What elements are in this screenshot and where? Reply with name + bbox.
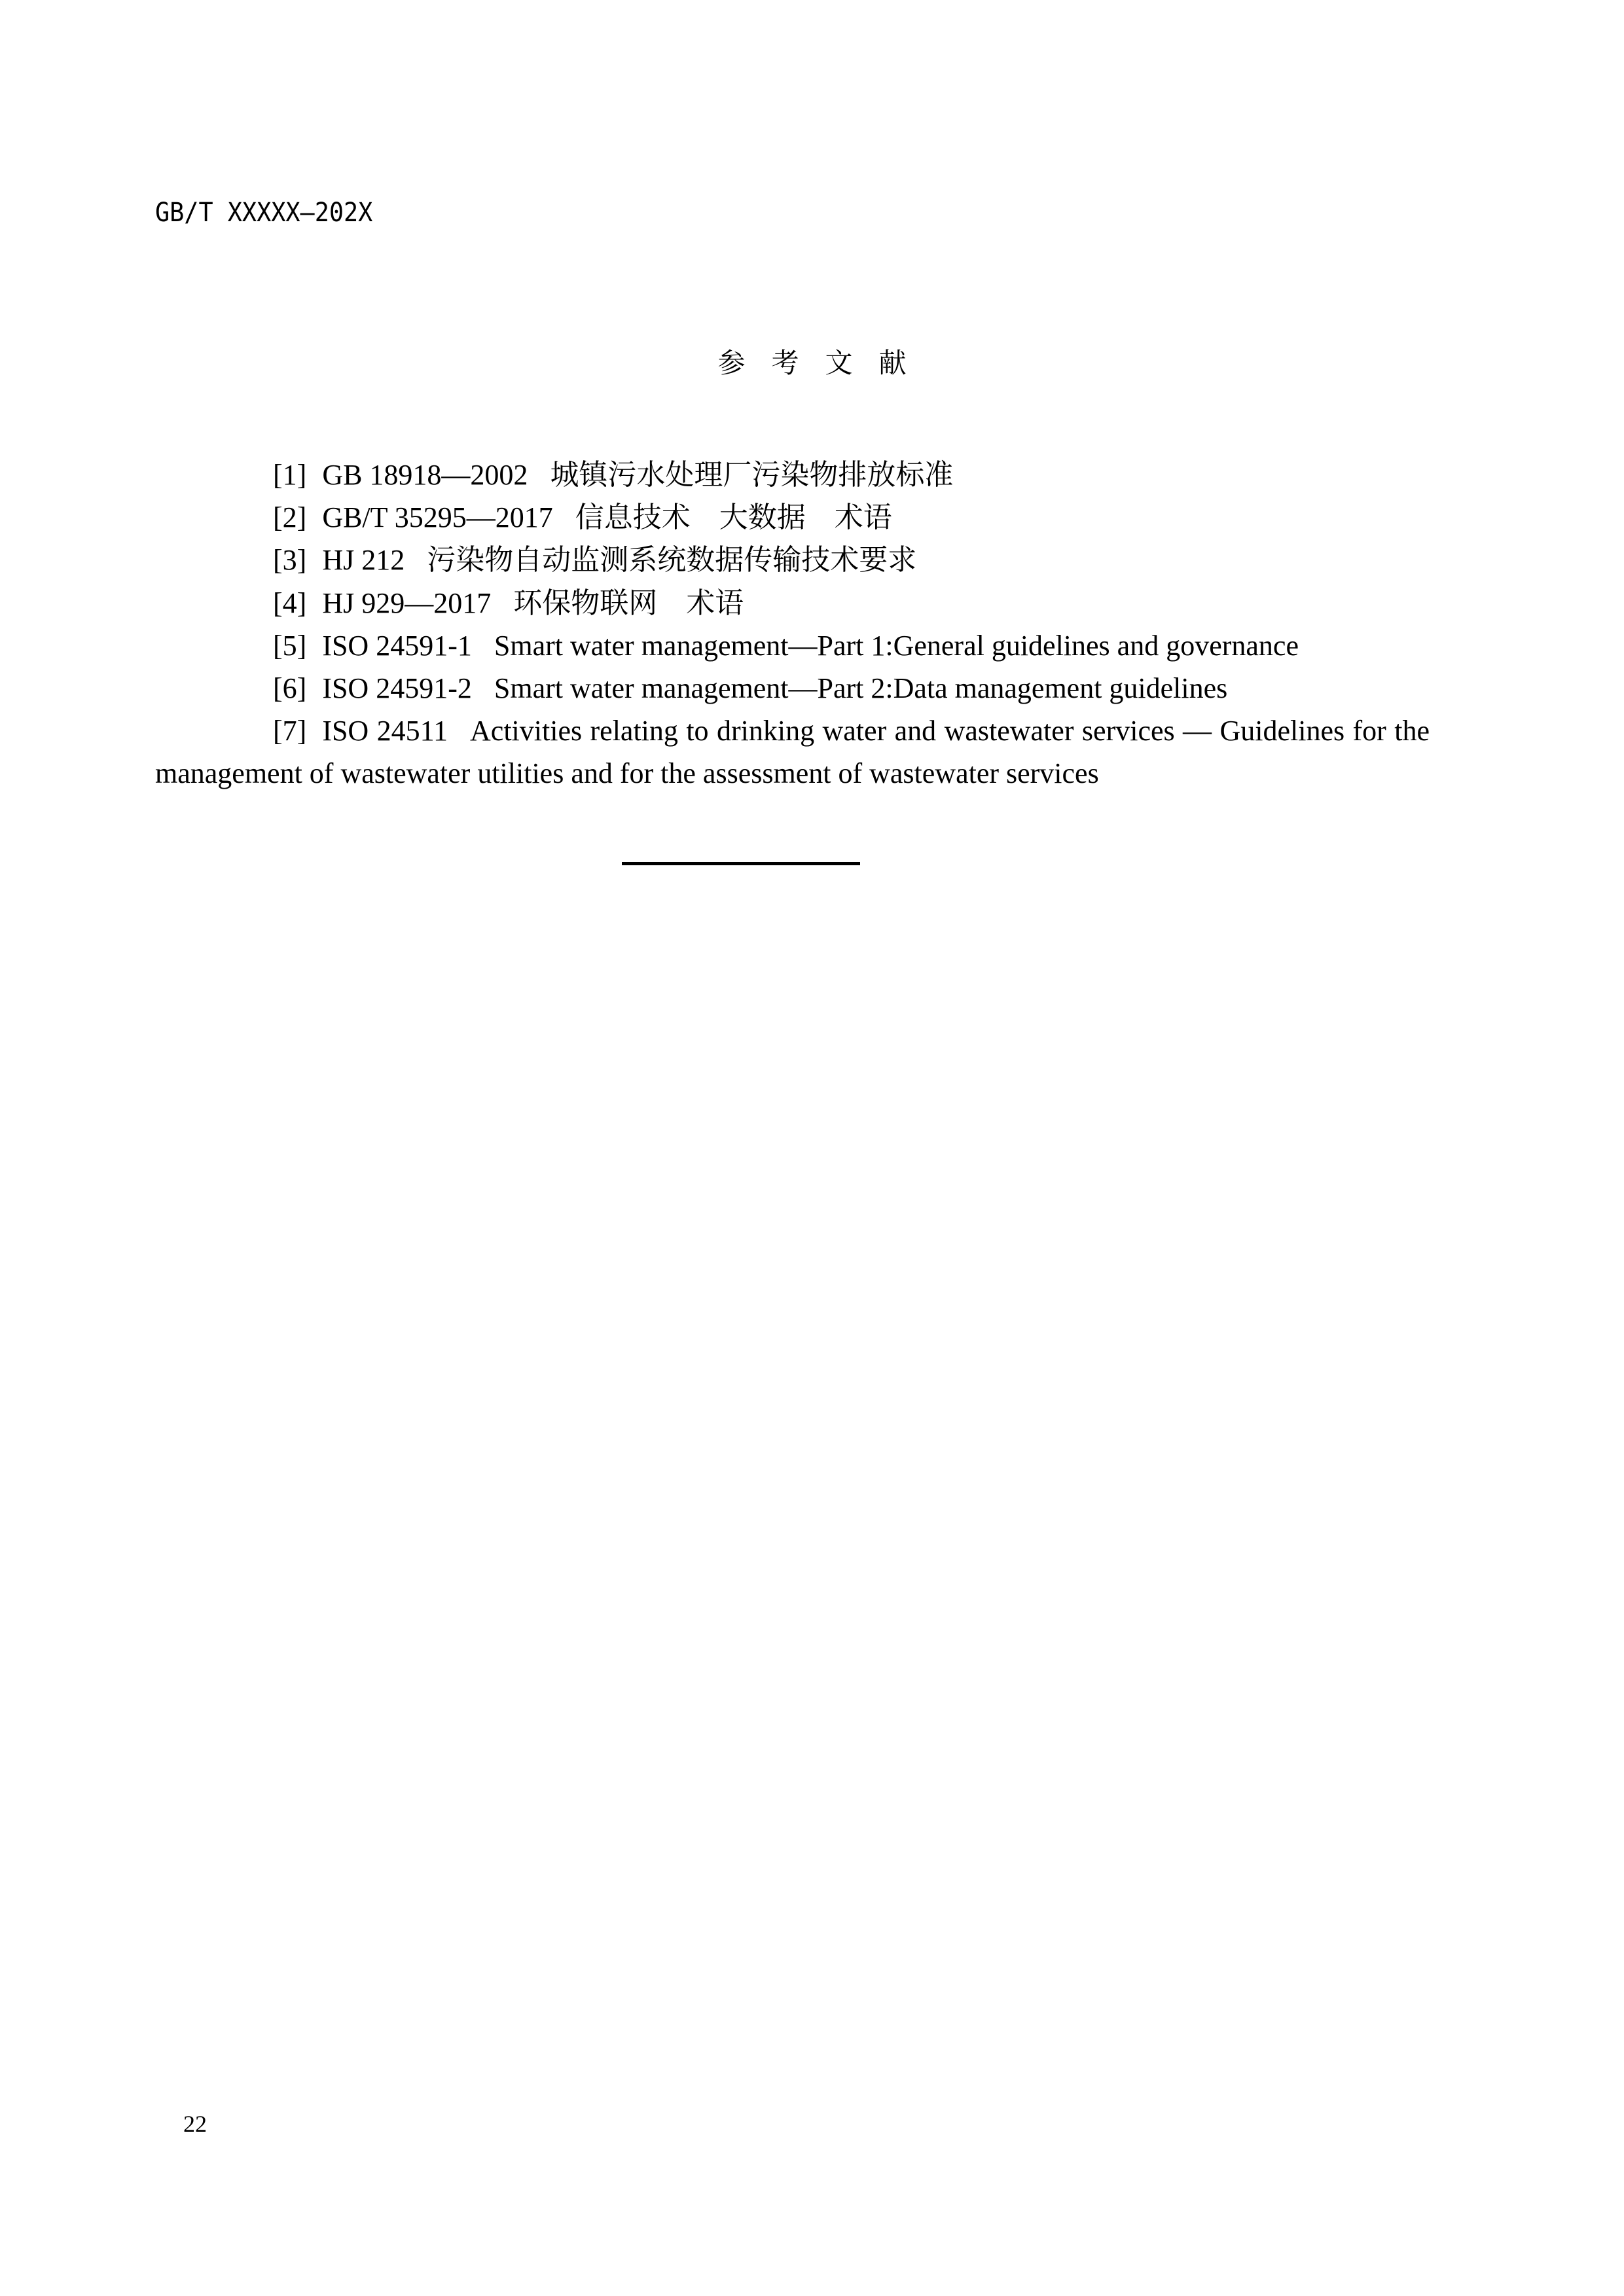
reference-list	[155, 454, 1430, 795]
reference-number: [2]	[273, 501, 307, 534]
title-char: 考	[771, 347, 799, 379]
reference-code: ISO 24591-1	[322, 629, 472, 662]
end-of-document-rule	[622, 862, 860, 865]
reference-code: GB/T 35295—2017	[322, 501, 553, 534]
reference-title: 污染物自动监测系统数据传输技术要求	[427, 544, 917, 577]
reference-title: Smart water management—Part 2:Data management guidelines	[494, 672, 1228, 705]
title-char: 文	[825, 347, 853, 379]
reference-number: [5]	[273, 629, 307, 662]
reference-title: 环保物联网 术语	[513, 586, 744, 619]
reference-title: 信息技术 大数据 术语	[575, 501, 892, 534]
reference-item	[155, 496, 1430, 539]
reference-item	[155, 624, 1430, 667]
reference-title: 城镇污水处理厂污染物排放标准	[550, 459, 954, 491]
reference-item	[155, 539, 1430, 581]
title-char: 参	[717, 347, 746, 379]
reference-code: ISO 24591-2	[322, 672, 472, 705]
reference-code: ISO 24511	[322, 715, 448, 747]
reference-code: HJ 929—2017	[322, 586, 492, 619]
section-title-references	[0, 344, 1624, 383]
reference-title: Activities relating to drinking water and wastewater services — Guidelines for the management of wastewater utilities and for the assessment of wastewater services	[155, 715, 1430, 790]
standard-code-header: GB/T XXXXX—202X	[155, 198, 373, 228]
reference-item	[155, 582, 1430, 624]
reference-item	[155, 667, 1430, 709]
reference-number: [7]	[273, 715, 307, 747]
reference-title: Smart water management—Part 1:General guidelines and governance	[494, 629, 1299, 662]
reference-code: GB 18918—2002	[322, 459, 528, 491]
reference-item	[155, 454, 1430, 496]
reference-number: [6]	[273, 672, 307, 705]
page-number: 22	[183, 2111, 207, 2137]
reference-number: [4]	[273, 586, 307, 619]
title-char: 献	[878, 347, 907, 379]
reference-code: HJ 212	[322, 544, 405, 577]
reference-number: [3]	[273, 544, 307, 577]
reference-item	[155, 709, 1430, 795]
reference-number: [1]	[273, 459, 307, 491]
